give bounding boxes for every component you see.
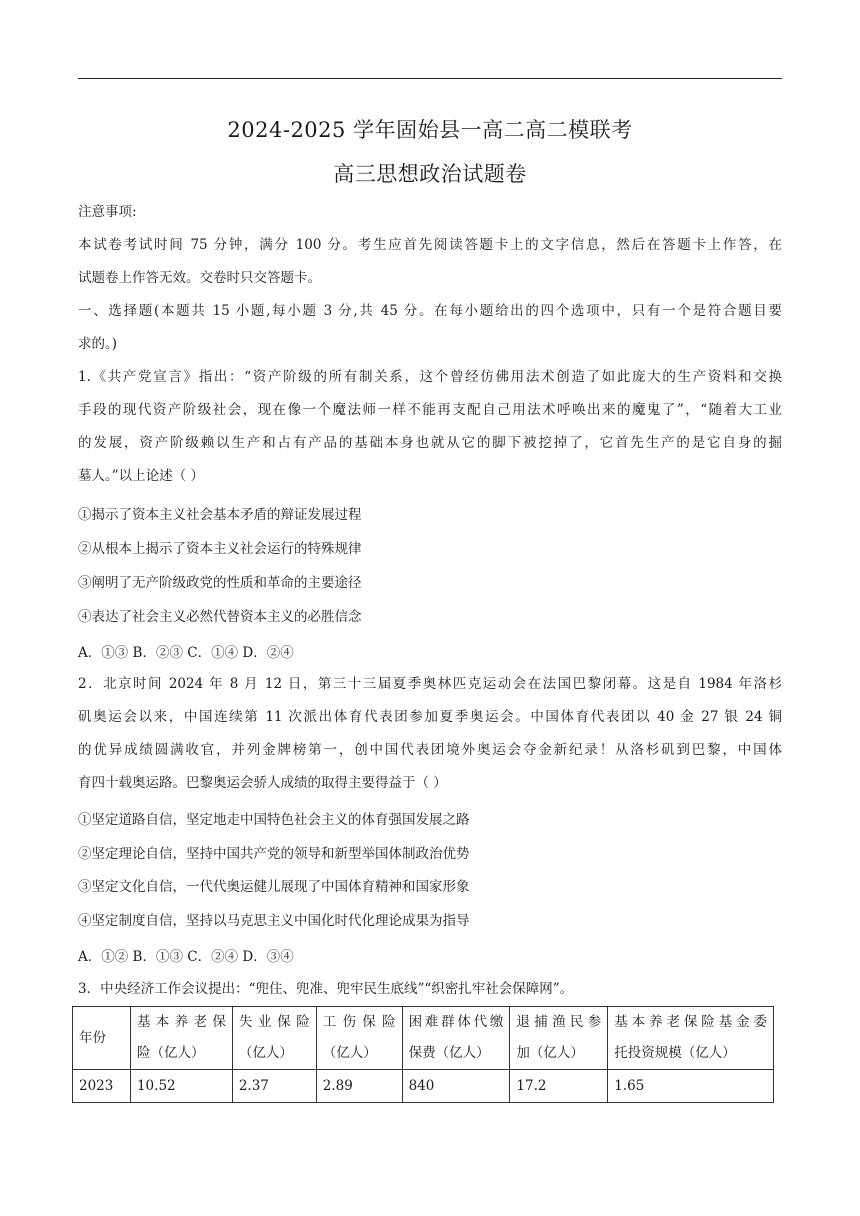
table-header-cell: 基本养老保 险（亿人）: [130, 1007, 232, 1070]
question-1-stem: 墓人。”以上论述（ ）: [78, 468, 204, 484]
social-security-table: [72, 1006, 774, 1103]
table-header-cell: 退捕渔民参 加（亿人）: [510, 1007, 608, 1070]
table-header-cell: 基本养老保险基金委 托投资规模（亿人）: [608, 1007, 774, 1070]
question-1-item: ④表达了社会主义必然代替资本主义的必胜信念: [78, 609, 362, 625]
table-cell: 1.65: [608, 1070, 774, 1103]
section-instruction: 一、选择题(本题共 15 小题,每小题 3 分,共 45 分。在每小题给出的四个选项中，只有一个是符合题目要: [78, 303, 782, 319]
question-2-stem: 矶奥运会以来，中国连续第 11 次派出体育代表团参加夏季奥运会。中国体育代表团以 40 金 27 银 24 铜: [78, 709, 782, 725]
question-2-item: ④坚定制度自信，坚持以马克思主义中国化时代化理论成果为指导: [78, 913, 470, 929]
question-2-item: ①坚定道路自信，坚定地走中国特色社会主义的体育强国发展之路: [78, 812, 470, 828]
question-1-stem: 1.《共产党宣言》指出：“资产阶级的所有制关系，这个曾经仿佛用法术创造了如此庞大的生产资料和交换: [78, 369, 782, 385]
question-1-options: A．①③ B．②③ C．①④ D．②④: [78, 645, 294, 661]
question-2-stem: 的优异成绩圆满收官，并列金牌榜第一，创中国代表团境外奥运会夺金新纪录！从洛杉矶到巴黎，中国体: [78, 742, 782, 758]
table-header-cell: 年份: [73, 1007, 131, 1070]
question-3-stem: 3．中央经济工作会议提出：“兜住、兜准、兜牢民生底线”“织密扎牢社会保障网”。: [78, 981, 574, 997]
notice-line: 本试卷考试时间 75 分钟，满分 100 分。考生应首先阅读答题卡上的文字信息，然后在答题卡上作答，在: [78, 237, 782, 253]
question-1-stem: 的发展，资产阶级赖以生产和占有产品的基础本身也就从它的脚下被挖掉了，它首先生产的是它自身的掘: [78, 435, 782, 451]
table-header-cell: 工伤保险 （亿人）: [316, 1007, 402, 1070]
table-header-row: [73, 1007, 774, 1070]
question-1-item: ②从根本上揭示了资本主义社会运行的特殊规律: [78, 541, 362, 557]
exam-title: 2024-2025 学年固始县一高二高二模联考: [227, 118, 633, 142]
question-2-item: ②坚定理论自信，坚持中国共产党的领导和新型举国体制政治优势: [78, 846, 470, 862]
section-instruction: 求的。): [78, 336, 118, 352]
table-cell: 2.37: [232, 1070, 316, 1103]
question-2-stem: 2．北京时间 2024 年 8 月 12 日，第三十三届夏季奥林匹克运动会在法国巴黎闭幕。这是自 1984 年洛杉: [78, 676, 782, 692]
table-cell: 840: [402, 1070, 510, 1103]
exam-subtitle: 高三思想政治试题卷: [333, 162, 527, 186]
table-header-cell: 困难群体代缴 保费（亿人）: [402, 1007, 510, 1070]
question-1-item: ①揭示了资本主义社会基本矛盾的辩证发展过程: [78, 507, 362, 523]
question-1-item: ③阐明了无产阶级政党的性质和革命的主要途径: [78, 575, 362, 591]
table-cell: 17.2: [510, 1070, 608, 1103]
notice-heading: 注意事项:: [78, 204, 137, 220]
question-2-options: A．①② B．①③ C．②④ D．③④: [78, 949, 294, 965]
notice-line: 试题卷上作答无效。交卷时只交答题卡。: [78, 270, 321, 286]
question-2-item: ③坚定文化自信，一代代奥运健儿展现了中国体育精神和国家形象: [78, 879, 470, 895]
question-2-stem: 育四十载奥运路。巴黎奥运会骄人成绩的取得主要得益于（ ）: [78, 775, 447, 791]
question-1-stem: 手段的现代资产阶级社会，现在像一个魔法师一样不能再支配自己用法术呼唤出来的魔鬼了”，“随着大工业: [78, 402, 782, 418]
table-row: [73, 1070, 774, 1103]
table-cell: 10.52: [130, 1070, 232, 1103]
header-rule: [78, 78, 782, 79]
table-cell: 2.89: [316, 1070, 402, 1103]
table-cell: 2023: [73, 1070, 131, 1103]
table-header-cell: 失业保险 （亿人）: [232, 1007, 316, 1070]
